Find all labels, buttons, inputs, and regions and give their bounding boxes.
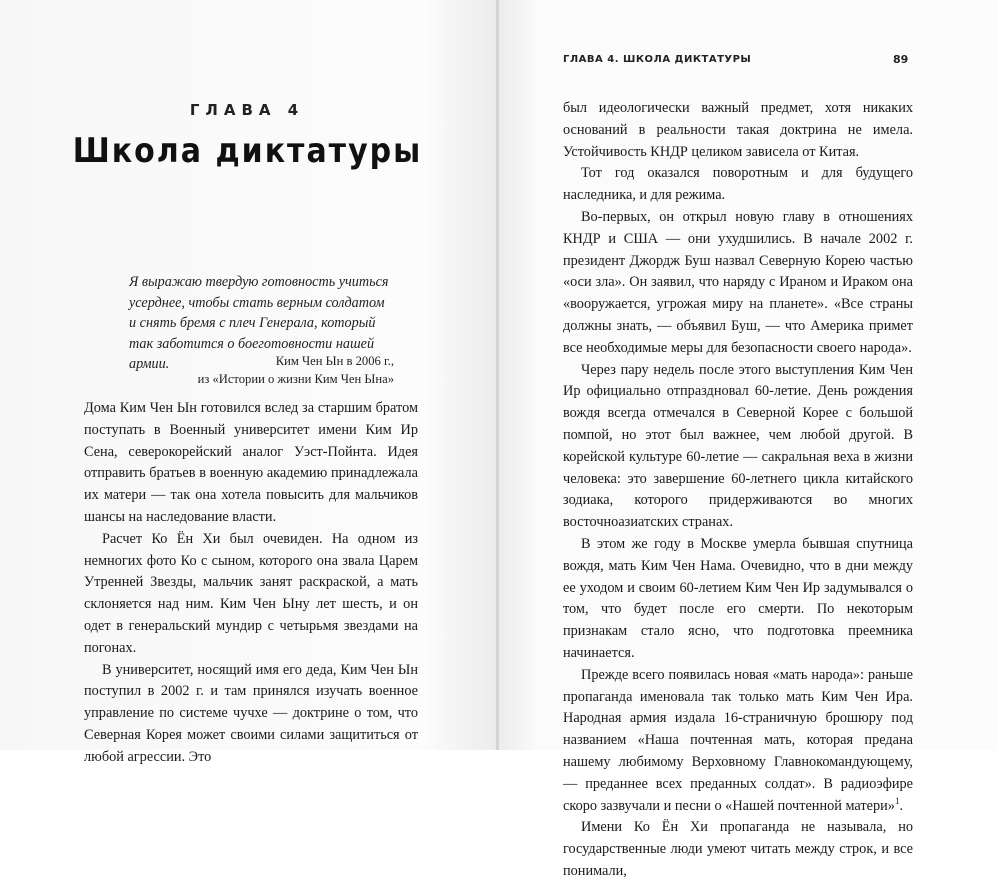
paragraph: Во-первых, он открыл новую главу в отношениях КНДР и США — они ухудшились. В начале 2002 г. президент Джордж Буш назвал Северную Корею частью «оси зла». Он заявил, что наряду с Ираном и Ираком она «вооружается, угрожая миру на планете». «Все страны должны знать, — объявил Буш, — что Америка примет все необходимые меры для безопасности своего народа». [563, 208, 913, 356]
paragraph-text: Прежде всего появилась новая «мать народа»: раньше пропаганда именовала так только мать Ким Чен Ира. Народная армия издала 16-страничную брошюру под названием «Наша почтенная мать, которая предана нашему любимому Верховному Главнокомандующему, — преданнее всех преданных солдат». В радиоэфире скоро зазвучали и песни о «Нашей почтенной матери» [563, 666, 913, 814]
attribution-line-2: из «Истории о жизни Ким Чен Ына» [197, 372, 394, 386]
paragraph-end: . [899, 797, 904, 814]
epigraph-text: Я выражаю твердую готовность учиться усерднее, чтобы стать верным солдатом и снять бремя с плеч Генерала, который так заботится о боеготовности нашей армии. [129, 274, 389, 372]
left-page [0, 0, 497, 765]
paragraph: В этом же году в Москве умерла бывшая спутница вождя, мать Ким Чен Нама. Очевидно, что в дни между ее уходом и своим 60-летием Ким Чен Ир задумывался о том, что будет после его смерти. По некоторым признакам стало ясно, что подготовка преемника начинается. [563, 535, 913, 661]
paragraph: Имени Ко Ён Хи пропаганда не называла, но государственные люди умеют читать между строк, и все понимали, [563, 819, 913, 879]
running-head: ГЛАВА 4. ШКОЛА ДИКТАТУРЫ [563, 54, 752, 65]
right-body-text [563, 98, 913, 883]
chapter-label: ГЛАВА 4 [189, 101, 305, 119]
epigraph-attribution [150, 352, 394, 388]
paragraph: Через пару недель после этого выступления Ким Чен Ир официально отпраздновал 60-летие. День рождения вождя всегда отмечался в Северной Корее с большой помпой, но этот был важнее, чем любой другой. В корейской культуре 60-летие — сакральная веха в жизни человека: это завершение 60-летнего цикла китайского зодиака, которого придерживаются во многих восточноазиатских странах. [563, 361, 913, 531]
attribution-line-1: Ким Чен Ын в 2006 г., [275, 354, 394, 368]
chapter-title: Школа диктатуры [72, 131, 423, 172]
paragraph: был идеологически важный предмет, хотя никаких оснований в реальности такая доктрина не имела. Устойчивость КНДР целиком зависела от Китая. [563, 100, 913, 160]
page-number: 89 [893, 53, 909, 66]
paragraph [563, 665, 913, 818]
footnote-marker[interactable]: 1 [894, 795, 900, 806]
paragraph: Дома Ким Чен Ын готовился вслед за старшим братом поступать в Военный университет имени Ким Ир Сена, северокорейский аналог Уэст-Пойнта. Идея отправить братьев в военную академию принадлежала их матери — так она хотела повысить для мальчиков шансы на наследование власти. [84, 400, 418, 525]
paragraph: Тот год оказался поворотным и для будущего наследника, и для режима. [563, 165, 913, 204]
paragraph: Расчет Ко Ён Хи был очевиден. На одном из немногих фото Ко с сыном, которого она звала Царем Утренней Звезды, мальчик занят раскраской, а мать склоняется над ним. Ким Чен Ыну лет шесть, и он одет в генеральский мундир с четырьмя звездами на погонах. [84, 530, 418, 656]
paragraph: В университет, носящий имя его деда, Ким Чен Ын поступил в 2002 г. и там принялся изучать военное управление по системе чучхе — доктрине о том, что Северная Корея может своими силами защититься от любой агрессии. Это [84, 661, 418, 765]
left-body-text [84, 398, 418, 769]
